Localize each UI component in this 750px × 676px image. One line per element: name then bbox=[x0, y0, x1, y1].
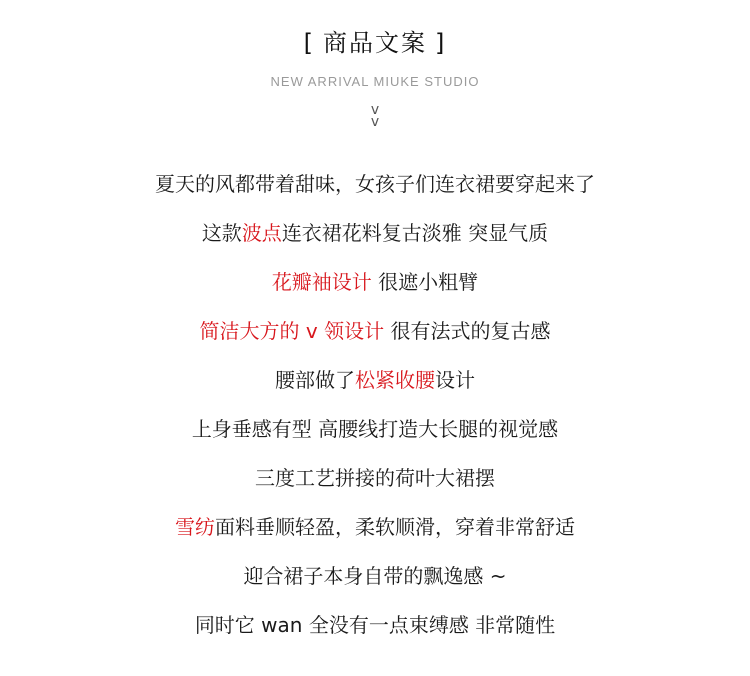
copy-line-4 bbox=[0, 311, 750, 360]
copy-line-6 bbox=[0, 409, 750, 458]
highlight-text: 波点 bbox=[241, 221, 282, 245]
double-chevron-down-icon bbox=[0, 104, 750, 128]
title-bracket-close: ] bbox=[435, 29, 447, 57]
highlight-text: 花瓣袖设计 bbox=[271, 270, 372, 294]
copy-line-1 bbox=[0, 164, 750, 213]
line-text: 夏天的风都带着甜味，女孩子们连衣裙要穿起来了 bbox=[155, 172, 595, 196]
line-text: 很有法式的复古感 bbox=[384, 319, 551, 343]
highlight-text: 松紧收腰 bbox=[355, 368, 435, 392]
copy-line-3 bbox=[0, 262, 750, 311]
line-text: 三度工艺拼接的荷叶大裙摆 bbox=[255, 466, 495, 490]
section-title bbox=[0, 26, 750, 60]
chevron-down-icon: v bbox=[370, 114, 380, 130]
chevron-down-icon: v bbox=[370, 102, 380, 118]
line-text: 这款 bbox=[201, 221, 242, 245]
title-text: 商品文案 bbox=[323, 29, 427, 57]
copy-line-5 bbox=[0, 360, 750, 409]
line-text: 很遮小粗臂 bbox=[371, 270, 479, 294]
line-text: 设计 bbox=[435, 368, 475, 392]
line-text: 同时它 wan 全没有一点束缚感 非常随性 bbox=[194, 613, 556, 637]
copy-line-10 bbox=[0, 605, 750, 654]
section-subtitle: NEW ARRIVAL MIUKE STUDIO bbox=[270, 74, 480, 89]
highlight-text: 雪纺 bbox=[175, 515, 215, 539]
copy-line-9 bbox=[0, 556, 750, 605]
line-text: 上身垂感有型 高腰线打造大长腿的视觉感 bbox=[191, 417, 559, 441]
copy-line-2 bbox=[0, 213, 750, 262]
copy-text-block bbox=[0, 164, 750, 654]
title-bracket-open: [ bbox=[303, 29, 315, 57]
copy-line-7 bbox=[0, 458, 750, 507]
line-text: 连衣裙花料复古淡雅 突显气质 bbox=[281, 221, 549, 245]
line-text: 面料垂顺轻盈，柔软顺滑，穿着非常舒适 bbox=[215, 515, 575, 539]
line-text: 迎合裙子本身自带的飘逸感 ~ bbox=[243, 564, 507, 588]
line-text: 腰部做了 bbox=[275, 368, 355, 392]
highlight-text: 简洁大方的 v 领设计 bbox=[199, 319, 385, 343]
copy-line-8 bbox=[0, 507, 750, 556]
